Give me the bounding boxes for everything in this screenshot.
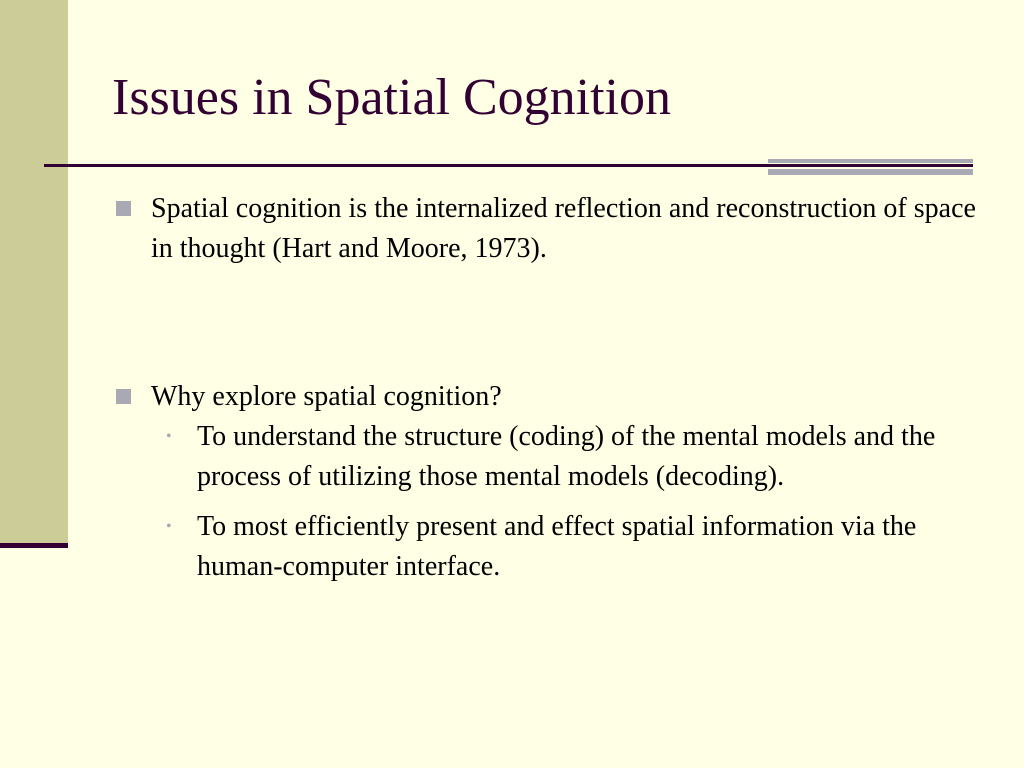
accent-bar-bottom	[768, 169, 973, 175]
left-decorative-bar	[0, 0, 68, 544]
bullet-item	[112, 189, 992, 269]
sub-bullet-text: To most efficiently present and effect spatial information via the human-computer interface.	[197, 511, 917, 582]
dot-bullet-icon: •	[166, 428, 172, 445]
bullet-item	[112, 377, 992, 417]
sub-bullet-item	[112, 507, 992, 587]
sub-bullet-text: To understand the structure (coding) of the mental models and the process of utilizing those mental models (decoding).	[197, 421, 936, 492]
bullet-text: Why explore spatial cognition?	[151, 381, 502, 412]
slide-title: Issues in Spatial Cognition	[112, 69, 671, 126]
square-bullet-icon	[116, 201, 131, 216]
bullet-text: Spatial cognition is the internalized reflection and reconstruction of space in thought (Hart and Moore, 1973).	[151, 193, 976, 264]
slide-content	[112, 189, 992, 587]
left-bar-underline	[0, 543, 68, 548]
dot-bullet-icon: •	[166, 518, 172, 535]
sub-bullet-item	[112, 417, 992, 497]
accent-bar-top	[768, 159, 973, 163]
square-bullet-icon	[116, 389, 131, 404]
title-rule	[44, 164, 973, 167]
